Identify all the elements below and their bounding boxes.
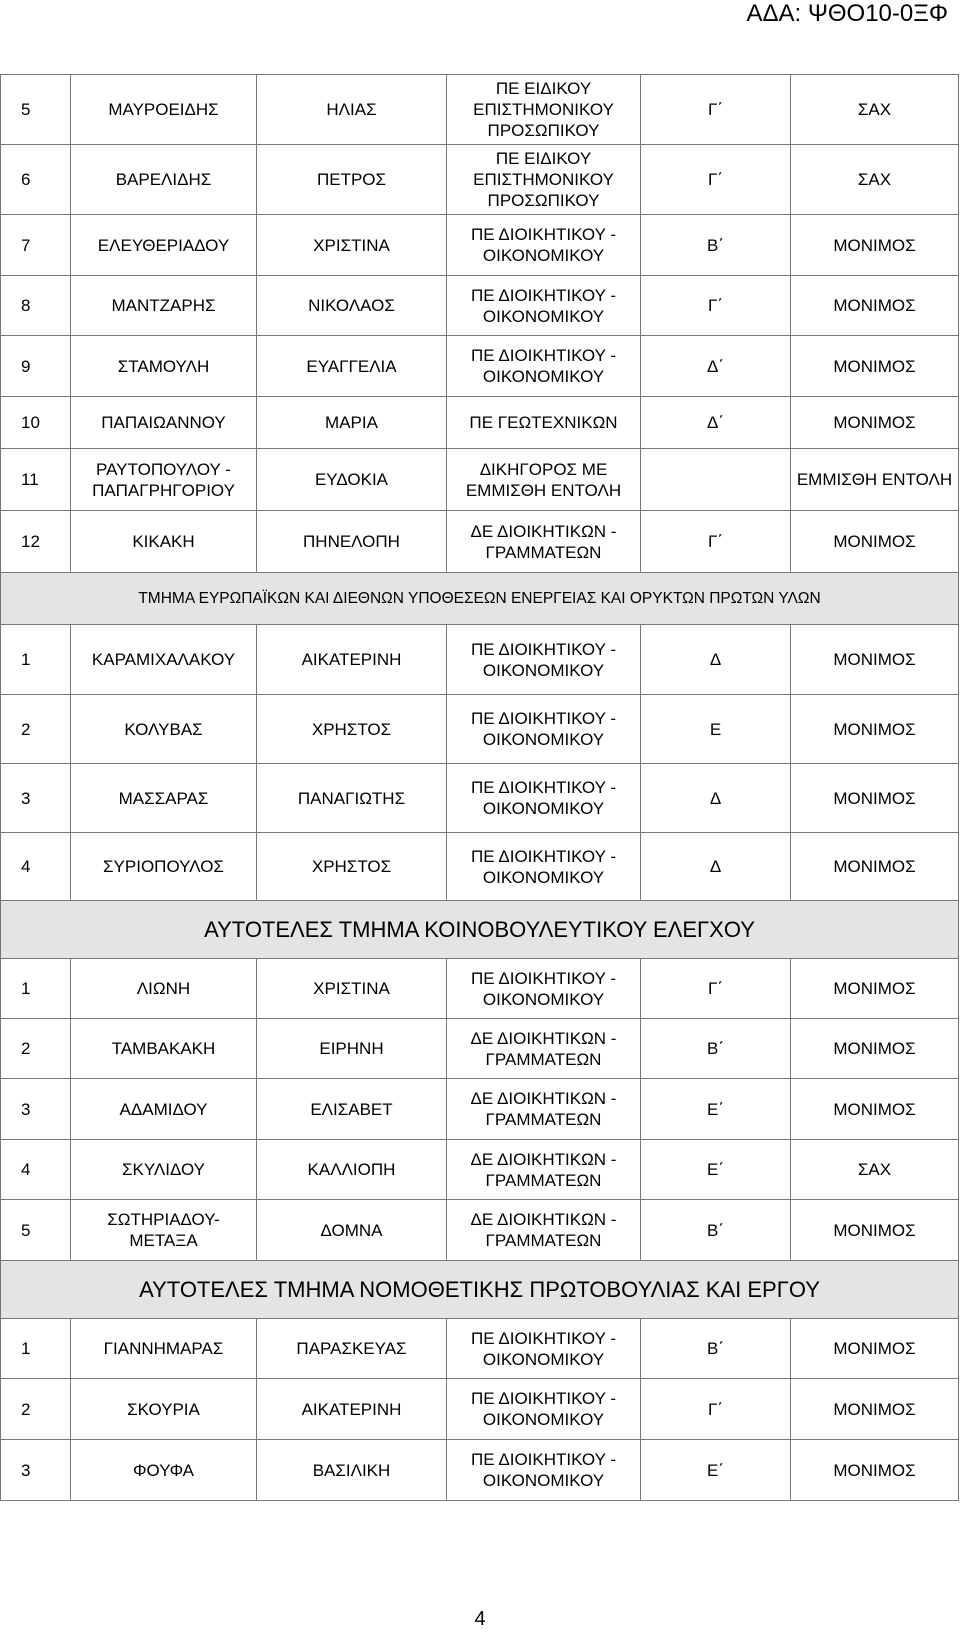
surname-cell: ΣΤΑΜΟΥΛΗ: [71, 336, 257, 397]
num-cell: 2: [1, 695, 71, 764]
surname-cell: ΕΛΕΥΘΕΡΙΑΔΟΥ: [71, 215, 257, 276]
name-cell: ΧΡΙΣΤΙΝΑ: [257, 215, 447, 276]
name-cell: ΠΑΝΑΓΙΩΤΗΣ: [257, 764, 447, 833]
section-header-row: [1, 1261, 959, 1319]
section-title: ΑΥΤΟΤΕΛΕΣ ΤΜΗΜΑ ΚΟΙΝΟΒΟΥΛΕΥΤΙΚΟΥ ΕΛΕΓΧΟΥ: [1, 901, 959, 959]
branch-cell: ΠΕ ΔΙΟΙΚΗΤΙΚΟΥ - ΟΙΚΟΝΟΜΙΚΟΥ: [447, 695, 641, 764]
section-header-row: [1, 573, 959, 625]
num-cell: 2: [1, 1379, 71, 1440]
status-cell: ΜΟΝΙΜΟΣ: [791, 215, 959, 276]
num-cell: 6: [1, 145, 71, 215]
status-cell: ΜΟΝΙΜΟΣ: [791, 276, 959, 336]
branch-cell: ΠΕ ΓΕΩΤΕΧΝΙΚΩΝ: [447, 397, 641, 449]
surname-cell: ΤΑΜΒΑΚΑΚΗ: [71, 1019, 257, 1079]
table-row: [1, 625, 959, 695]
surname-cell: ΜΑΣΣΑΡΑΣ: [71, 764, 257, 833]
status-cell: ΜΟΝΙΜΟΣ: [791, 511, 959, 573]
page-number: 4: [474, 1608, 486, 1630]
num-cell: 8: [1, 276, 71, 336]
num-cell: 11: [1, 449, 71, 511]
num-cell: 1: [1, 959, 71, 1019]
num-cell: 4: [1, 833, 71, 901]
grade-cell: Γ΄: [641, 1379, 791, 1440]
branch-cell: ΠΕ ΔΙΟΙΚΗΤΙΚΟΥ - ΟΙΚΟΝΟΜΙΚΟΥ: [447, 276, 641, 336]
grade-cell: Γ΄: [641, 511, 791, 573]
name-cell: ΠΑΡΑΣΚΕΥΑΣ: [257, 1319, 447, 1379]
name-cell: ΕΙΡΗΝΗ: [257, 1019, 447, 1079]
grade-cell: Δ: [641, 625, 791, 695]
grade-cell: Ε΄: [641, 1079, 791, 1140]
name-cell: ΕΥΔΟΚΙΑ: [257, 449, 447, 511]
table-row: [1, 833, 959, 901]
num-cell: 3: [1, 1079, 71, 1140]
name-cell: ΠΗΝΕΛΟΠΗ: [257, 511, 447, 573]
status-cell: ΜΟΝΙΜΟΣ: [791, 695, 959, 764]
status-cell: ΜΟΝΙΜΟΣ: [791, 397, 959, 449]
num-cell: 7: [1, 215, 71, 276]
table-row: [1, 276, 959, 336]
status-cell: ΕΜΜΙΣΘΗ ΕΝΤΟΛΗ: [791, 449, 959, 511]
grade-cell: Δ΄: [641, 336, 791, 397]
status-cell: ΜΟΝΙΜΟΣ: [791, 1019, 959, 1079]
grade-cell: Γ΄: [641, 959, 791, 1019]
section-header-row: [1, 901, 959, 959]
status-cell: ΜΟΝΙΜΟΣ: [791, 336, 959, 397]
surname-cell: ΣΥΡΙΟΠΟΥΛΟΣ: [71, 833, 257, 901]
num-cell: 3: [1, 1440, 71, 1501]
num-cell: 9: [1, 336, 71, 397]
num-cell: 1: [1, 625, 71, 695]
branch-cell: ΔΕ ΔΙΟΙΚΗΤΙΚΩΝ - ΓΡΑΜΜΑΤΕΩΝ: [447, 511, 641, 573]
status-cell: ΜΟΝΙΜΟΣ: [791, 625, 959, 695]
branch-cell: ΠΕ ΕΙΔΙΚΟΥ ΕΠΙΣΤΗΜΟΝΙΚΟΥ ΠΡΟΣΩΠΙΚΟΥ: [447, 75, 641, 145]
surname-cell: ΚΑΡΑΜΙΧΑΛΑΚΟΥ: [71, 625, 257, 695]
table-row: [1, 1379, 959, 1440]
num-cell: 5: [1, 1200, 71, 1261]
status-cell: ΜΟΝΙΜΟΣ: [791, 1200, 959, 1261]
branch-cell: ΔΕ ΔΙΟΙΚΗΤΙΚΩΝ - ΓΡΑΜΜΑΤΕΩΝ: [447, 1079, 641, 1140]
status-cell: ΜΟΝΙΜΟΣ: [791, 1079, 959, 1140]
status-cell: ΜΟΝΙΜΟΣ: [791, 1440, 959, 1501]
surname-cell: ΡΑΥΤΟΠΟΥΛΟΥ - ΠΑΠΑΓΡΗΓΟΡΙΟΥ: [71, 449, 257, 511]
ada-code: ΑΔΑ: ΨΘΟ10-0ΞΦ: [746, 0, 948, 27]
name-cell: ΚΑΛΛΙΟΠΗ: [257, 1140, 447, 1200]
status-cell: ΜΟΝΙΜΟΣ: [791, 1319, 959, 1379]
status-cell: ΜΟΝΙΜΟΣ: [791, 959, 959, 1019]
grade-cell: Γ΄: [641, 276, 791, 336]
grade-cell: Ε΄: [641, 1140, 791, 1200]
grade-cell: Γ΄: [641, 75, 791, 145]
table-row: [1, 449, 959, 511]
table-row: [1, 75, 959, 145]
surname-cell: ΜΑΝΤΖΑΡΗΣ: [71, 276, 257, 336]
table-row: [1, 1319, 959, 1379]
table-row: [1, 1200, 959, 1261]
branch-cell: ΠΕ ΔΙΟΙΚΗΤΙΚΟΥ - ΟΙΚΟΝΟΜΙΚΟΥ: [447, 959, 641, 1019]
branch-cell: ΔΕ ΔΙΟΙΚΗΤΙΚΩΝ - ΓΡΑΜΜΑΤΕΩΝ: [447, 1019, 641, 1079]
num-cell: 10: [1, 397, 71, 449]
branch-cell: ΔΙΚΗΓΟΡΟΣ ΜΕ ΕΜΜΙΣΘΗ ΕΝΤΟΛΗ: [447, 449, 641, 511]
grade-cell: Δ΄: [641, 397, 791, 449]
branch-cell: ΠΕ ΔΙΟΙΚΗΤΙΚΟΥ - ΟΙΚΟΝΟΜΙΚΟΥ: [447, 215, 641, 276]
surname-cell: ΣΚΟΥΡΙΑ: [71, 1379, 257, 1440]
grade-cell: [641, 449, 791, 511]
surname-cell: ΠΑΠΑΙΩΑΝΝΟΥ: [71, 397, 257, 449]
table-row: [1, 764, 959, 833]
table-row: [1, 215, 959, 276]
staff-table: [0, 74, 959, 1501]
name-cell: ΠΕΤΡΟΣ: [257, 145, 447, 215]
name-cell: ΑΙΚΑΤΕΡΙΝΗ: [257, 1379, 447, 1440]
grade-cell: Δ: [641, 833, 791, 901]
grade-cell: Ε: [641, 695, 791, 764]
table-row: [1, 511, 959, 573]
name-cell: ΕΥΑΓΓΕΛΙΑ: [257, 336, 447, 397]
name-cell: ΧΡΗΣΤΟΣ: [257, 833, 447, 901]
branch-cell: ΠΕ ΔΙΟΙΚΗΤΙΚΟΥ - ΟΙΚΟΝΟΜΙΚΟΥ: [447, 833, 641, 901]
branch-cell: ΔΕ ΔΙΟΙΚΗΤΙΚΩΝ - ΓΡΑΜΜΑΤΕΩΝ: [447, 1140, 641, 1200]
grade-cell: Β΄: [641, 1019, 791, 1079]
section-title: ΑΥΤΟΤΕΛΕΣ ΤΜΗΜΑ ΝΟΜΟΘΕΤΙΚΗΣ ΠΡΩΤΟΒΟΥΛΙΑΣ ΚΑΙ ΕΡΓΟΥ: [1, 1261, 959, 1319]
table-row: [1, 336, 959, 397]
name-cell: ΧΡΗΣΤΟΣ: [257, 695, 447, 764]
table-row: [1, 145, 959, 215]
name-cell: ΝΙΚΟΛΑΟΣ: [257, 276, 447, 336]
branch-cell: ΠΕ ΔΙΟΙΚΗΤΙΚΟΥ - ΟΙΚΟΝΟΜΙΚΟΥ: [447, 625, 641, 695]
branch-cell: ΠΕ ΔΙΟΙΚΗΤΙΚΟΥ - ΟΙΚΟΝΟΜΙΚΟΥ: [447, 336, 641, 397]
grade-cell: Β΄: [641, 1200, 791, 1261]
name-cell: ΑΙΚΑΤΕΡΙΝΗ: [257, 625, 447, 695]
num-cell: 2: [1, 1019, 71, 1079]
num-cell: 1: [1, 1319, 71, 1379]
table-row: [1, 397, 959, 449]
name-cell: ΜΑΡΙΑ: [257, 397, 447, 449]
status-cell: ΜΟΝΙΜΟΣ: [791, 764, 959, 833]
name-cell: ΕΛΙΣΑΒΕΤ: [257, 1079, 447, 1140]
surname-cell: ΦΟΥΦΑ: [71, 1440, 257, 1501]
branch-cell: ΔΕ ΔΙΟΙΚΗΤΙΚΩΝ - ΓΡΑΜΜΑΤΕΩΝ: [447, 1200, 641, 1261]
surname-cell: ΣΩΤΗΡΙΑΔΟΥ-ΜΕΤΑΞΑ: [71, 1200, 257, 1261]
table-row: [1, 695, 959, 764]
grade-cell: Β΄: [641, 1319, 791, 1379]
surname-cell: ΣΚΥΛΙΔΟΥ: [71, 1140, 257, 1200]
table-row: [1, 1019, 959, 1079]
num-cell: 3: [1, 764, 71, 833]
surname-cell: ΚΙΚΑΚΗ: [71, 511, 257, 573]
surname-cell: ΓΙΑΝΝΗΜΑΡΑΣ: [71, 1319, 257, 1379]
num-cell: 5: [1, 75, 71, 145]
table-row: [1, 1440, 959, 1501]
grade-cell: Β΄: [641, 215, 791, 276]
grade-cell: Γ΄: [641, 145, 791, 215]
surname-cell: ΒΑΡΕΛΙΔΗΣ: [71, 145, 257, 215]
name-cell: ΧΡΙΣΤΙΝΑ: [257, 959, 447, 1019]
name-cell: ΗΛΙΑΣ: [257, 75, 447, 145]
branch-cell: ΠΕ ΕΙΔΙΚΟΥ ΕΠΙΣΤΗΜΟΝΙΚΟΥ ΠΡΟΣΩΠΙΚΟΥ: [447, 145, 641, 215]
branch-cell: ΠΕ ΔΙΟΙΚΗΤΙΚΟΥ - ΟΙΚΟΝΟΜΙΚΟΥ: [447, 1440, 641, 1501]
staff-table-body: [1, 75, 959, 1501]
section-title: ΤΜΗΜΑ ΕΥΡΩΠΑΪΚΩΝ ΚΑΙ ΔΙΕΘΝΩΝ ΥΠΟΘΕΣΕΩΝ ΕΝΕΡΓΕΙΑΣ ΚΑΙ ΟΡΥΚΤΩΝ ΠΡΩΤΩΝ ΥΛΩΝ: [1, 573, 959, 625]
branch-cell: ΠΕ ΔΙΟΙΚΗΤΙΚΟΥ - ΟΙΚΟΝΟΜΙΚΟΥ: [447, 764, 641, 833]
surname-cell: ΑΔΑΜΙΔΟΥ: [71, 1079, 257, 1140]
grade-cell: Δ: [641, 764, 791, 833]
status-cell: ΣΑΧ: [791, 145, 959, 215]
status-cell: ΣΑΧ: [791, 1140, 959, 1200]
branch-cell: ΠΕ ΔΙΟΙΚΗΤΙΚΟΥ - ΟΙΚΟΝΟΜΙΚΟΥ: [447, 1319, 641, 1379]
num-cell: 4: [1, 1140, 71, 1200]
num-cell: 12: [1, 511, 71, 573]
status-cell: ΣΑΧ: [791, 75, 959, 145]
surname-cell: ΛΙΩΝΗ: [71, 959, 257, 1019]
status-cell: ΜΟΝΙΜΟΣ: [791, 833, 959, 901]
name-cell: ΒΑΣΙΛΙΚΗ: [257, 1440, 447, 1501]
table-row: [1, 1140, 959, 1200]
branch-cell: ΠΕ ΔΙΟΙΚΗΤΙΚΟΥ - ΟΙΚΟΝΟΜΙΚΟΥ: [447, 1379, 641, 1440]
surname-cell: ΜΑΥΡΟΕΙΔΗΣ: [71, 75, 257, 145]
surname-cell: ΚΟΛΥΒΑΣ: [71, 695, 257, 764]
status-cell: ΜΟΝΙΜΟΣ: [791, 1379, 959, 1440]
table-row: [1, 959, 959, 1019]
table-row: [1, 1079, 959, 1140]
grade-cell: Ε΄: [641, 1440, 791, 1501]
name-cell: ΔΟΜΝΑ: [257, 1200, 447, 1261]
